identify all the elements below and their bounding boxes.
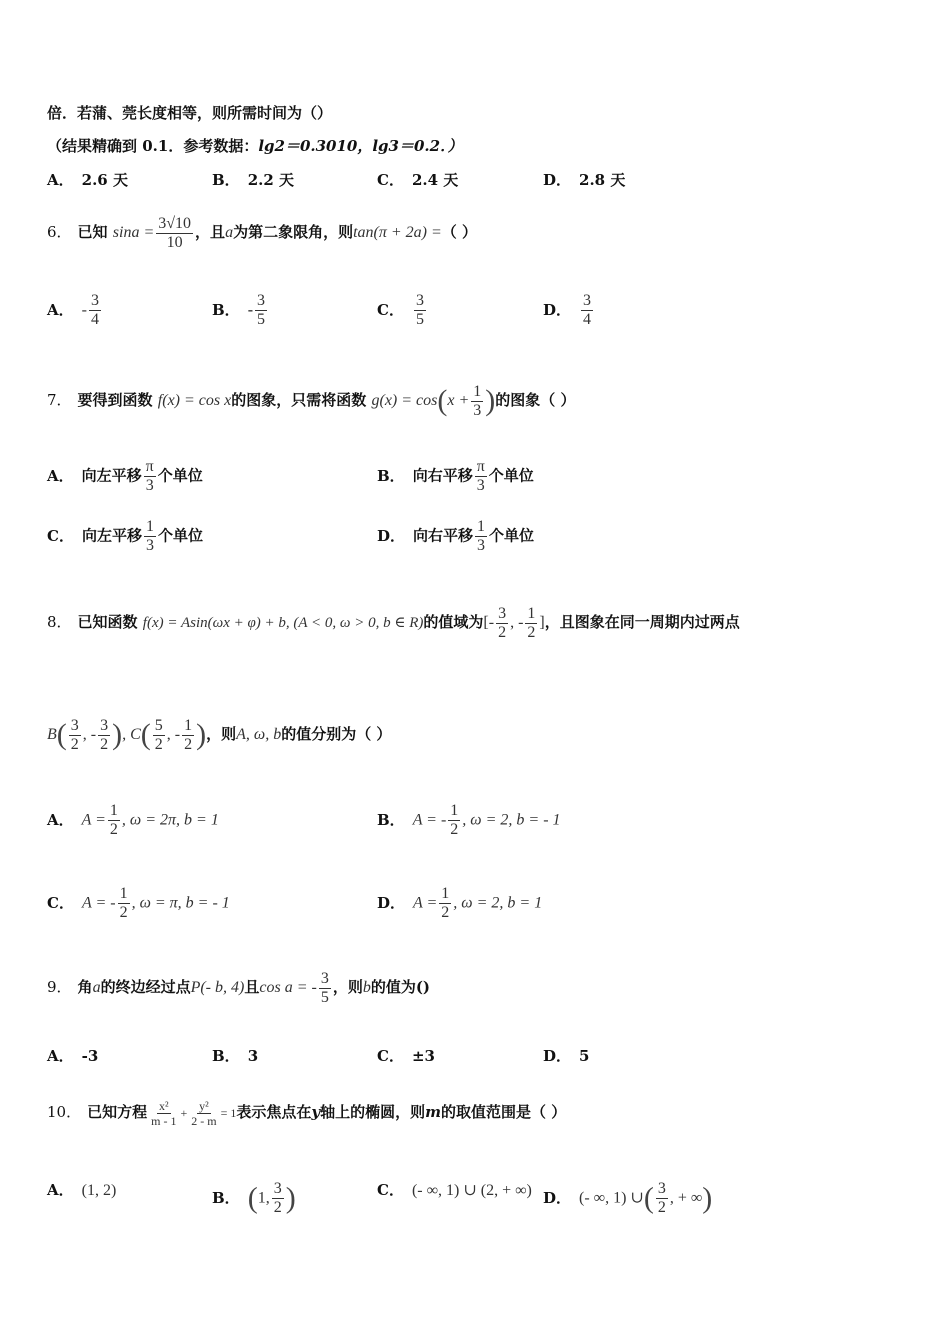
paren-close: ) [196,718,207,751]
q8-range-open: [- [483,614,495,631]
q7-fraction [471,383,483,420]
q6-paren: （ ） [441,223,478,241]
option-text: 个单位 [157,466,203,485]
q10-y: y [311,1103,321,1121]
option-sign: - [247,301,254,319]
option-expr: A = - [81,894,116,912]
frac-den: 5 [415,311,424,328]
frac-num: 1 [184,716,193,734]
option-text: 向左平移 [81,466,142,485]
frac-num: 1 [441,885,450,902]
option-label: C． [377,1181,404,1199]
option-text: 2.4 天 [411,171,459,189]
option-fraction [255,292,267,329]
option-text: 向左平移 [81,526,142,545]
frac-den: 2 [154,735,163,753]
q9-option-d [543,1046,589,1066]
option-fraction [414,292,426,329]
paren-open: ( [643,1181,654,1215]
q8-range-sep: , - [510,614,524,631]
option-label: C． [47,526,74,545]
paren-close: ) [112,718,123,751]
intro-option-a [47,170,128,190]
paren-open: ( [140,718,151,751]
option-text: 2.6 天 [81,171,128,189]
frac-num: 1 [527,604,536,622]
option-label: C． [377,300,404,319]
q8-option-c [47,885,230,922]
q10-text-4: 的取值范围是（ ） [440,1103,567,1121]
q8-text-4: ，则 [206,725,237,743]
option-text: 个单位 [157,526,203,545]
option-label: D． [543,1188,572,1207]
frac-num: 1 [109,802,118,819]
q10-m: m [425,1103,441,1121]
option-expr: (1, 2) [81,1182,117,1199]
option-expr: A = [413,894,438,912]
q9-text-2: 的终边经过点 [100,978,191,996]
q9-text-4: ，则 [332,978,363,996]
option-label: C． [377,1047,404,1065]
q8-text-3: ，且图象在同一周期内过两点 [544,613,740,631]
q8-c-frac-1 [153,717,165,754]
paren-close: ) [285,1181,296,1215]
q7-f-expr: f(x) = cos x [157,392,232,409]
paren-open: ( [437,384,448,417]
q8-c-frac-2 [182,717,194,754]
frac-den: 4 [90,311,99,328]
option-label: A． [47,171,74,189]
option-expr: , + ∞ [669,1189,703,1207]
question-10 [47,1090,566,1135]
q8-range-frac-2 [525,605,537,642]
option-label: B． [212,171,240,189]
q8-f-expr: f(x) = Asin(ωx + φ) + b, (A < 0, ω > 0, b ∈ R) [142,615,424,631]
q6-a: a [225,224,234,241]
q9-point-p: P(- b, 4) [190,979,245,996]
option-label: A． [47,810,74,829]
option-fraction [475,518,487,555]
paren-close: ) [485,384,496,417]
frac-den: 10 [166,233,183,251]
intro-lg2: lg2＝0.3010， [258,137,373,155]
option-label: D． [543,171,572,189]
option-expr: (- ∞, 1) ∪ (2, + ∞) [411,1182,532,1199]
option-label: D． [377,526,406,545]
option-fraction [272,1180,284,1217]
option-expr: , ω = 2, b = 1 [453,894,543,912]
question-number: 6． [47,223,72,241]
option-text: 2.2 天 [247,171,295,189]
q10-y-fraction [189,1099,218,1128]
q8-vars: A, ω, b [236,726,282,743]
option-label: A． [47,466,74,485]
q9-cos-expr: cos a = - [259,979,317,996]
paren-open: ( [56,718,67,751]
q10-text-2: 表示焦点在 [236,1103,312,1121]
frac-den: 2 [184,735,193,753]
q8-option-a [47,802,219,839]
q10-option-d [543,1180,712,1217]
option-text: 向右平移 [412,466,473,485]
option-fraction [656,1180,668,1217]
question-8-line-2 [47,712,391,757]
q6-text-1: 已知 [77,223,108,241]
frac-num: 3 [657,1180,666,1197]
frac-num: x² [158,1098,169,1113]
option-fraction [448,802,460,839]
q6-text-3: 为第二象限角，则 [233,223,354,241]
option-expr: A = [81,811,106,829]
question-number: 7． [47,391,72,409]
q9-fraction [319,970,331,1007]
frac-den: 2 - m [191,1113,217,1128]
q6-option-b [212,292,269,329]
option-fraction [475,458,487,495]
q7-option-c [47,518,203,555]
q8-b-frac-1 [69,717,81,754]
q10-plus: + [180,1106,188,1120]
option-label: B． [377,810,405,829]
intro-text: 倍．若蒲、莞长度相等，则所需时间为（） [47,104,333,122]
paren-open: ( [247,1181,258,1215]
option-label: A． [47,1047,74,1065]
frac-num: 3 [257,292,266,309]
frac-num: 3 [583,292,592,309]
intro-option-d [543,170,625,190]
q7-option-b [377,458,534,495]
option-label: A． [47,300,74,319]
q6-tan-expr: tan(π + 2a) = [353,224,442,241]
option-expr: , ω = 2π, b = 1 [121,811,219,829]
frac-den: 2 [441,904,450,921]
intro-ref-label: （结果精确到 0.1．参考数据： [47,137,259,155]
option-fraction [89,292,101,329]
option-text: -3 [81,1047,99,1065]
q10-option-b [212,1180,296,1217]
q7-text-3: 的图象（ ） [495,391,576,409]
q9-text-5: 的值为() [370,978,431,996]
intro-lg3: lg3＝0.2．） [372,137,463,155]
option-label: A． [47,1181,74,1199]
frac-num: π [476,458,485,475]
option-expr: , ω = 2, b = - 1 [462,811,561,829]
option-fraction [144,458,156,495]
option-label: B． [212,1047,240,1065]
q10-option-a [47,1180,116,1201]
frac-den: 2 [273,1199,282,1216]
option-text: 个单位 [488,466,534,485]
option-fraction [144,518,156,555]
frac-num: 3 [90,292,99,309]
q8-range-frac-1 [496,605,508,642]
q10-text-3: 轴上的椭圆，则 [320,1103,426,1121]
intro-option-c [377,170,458,190]
frac-num: π [145,458,154,475]
q8-b-sep: , - [82,726,97,743]
q8-text-1: 已知函数 [77,613,138,631]
paren-close: ) [702,1181,713,1215]
option-text: 2.8 天 [579,171,626,189]
q10-x-fraction [149,1099,178,1128]
option-label: D． [543,1047,572,1065]
q7-g-expr: g(x) = cos [371,392,438,409]
frac-num: 3 [320,969,329,987]
question-number: 9． [47,978,72,996]
q6-text-2: ，且 [195,223,226,241]
q10-eq: = 1 [220,1106,237,1120]
option-fraction [108,802,120,839]
option-expr: , ω = π, b = - 1 [131,894,230,912]
option-fraction [581,292,593,329]
frac-den: 2 [657,1199,666,1216]
q8-text-5: 的值分别为（ ） [281,725,392,743]
frac-den: 3 [145,537,154,554]
option-expr: A = - [412,811,447,829]
frac-den: 5 [257,311,266,328]
frac-den: 4 [583,311,592,328]
frac-num: 3√10 [158,214,192,232]
option-text: 向右平移 [413,526,474,545]
q7-text-1: 要得到函数 [77,391,153,409]
q7-text-2: 的图象，只需将函数 [231,391,367,409]
option-expr: (- ∞, 1) ∪ [579,1189,644,1207]
question-number: 10． [47,1103,82,1121]
option-text: 5 [579,1047,590,1065]
option-text: ±3 [411,1047,435,1065]
frac-num: 1 [473,382,482,400]
frac-num: 3 [498,604,507,622]
q8-point-b: B [47,726,57,743]
option-label: B． [212,300,240,319]
frac-den: 2 [119,904,128,921]
option-text: 3 [247,1047,259,1065]
q6-fraction [156,215,193,252]
q7-option-a [47,458,203,495]
q6-option-a [47,292,103,329]
frac-num: 3 [70,716,79,734]
q10-option-c [377,1180,532,1201]
option-label: B． [212,1188,240,1207]
intro-line-1 [47,103,332,123]
option-label: D． [377,893,406,912]
option-label: B． [377,466,405,485]
q8-point-c: , C [122,726,141,743]
q9-text-1: 角 [77,978,93,996]
question-9 [47,965,430,1010]
frac-den: 3 [476,477,485,494]
q9-option-c [377,1046,435,1066]
option-label: C． [47,893,74,912]
option-text: 个单位 [489,526,535,545]
frac-den: 2 [109,821,118,838]
frac-num: 5 [154,716,163,734]
option-sign: - [81,301,87,319]
frac-num: 3 [100,716,109,734]
frac-num: 1 [145,518,154,535]
frac-num: 3 [273,1180,282,1197]
q8-option-d [377,885,542,922]
frac-den: m - 1 [151,1113,177,1128]
intro-option-b [212,170,294,190]
frac-den: 5 [320,988,329,1006]
frac-num: 1 [450,802,459,819]
frac-num: 3 [415,292,424,309]
q9-b: b [362,979,371,996]
question-8 [47,600,740,645]
option-fraction [118,885,130,922]
frac-den: 2 [100,735,109,753]
question-7 [47,378,576,423]
frac-den: 2 [527,623,536,641]
question-6 [47,212,477,253]
q10-text-1: 已知方程 [87,1103,148,1121]
q6-option-c [377,292,428,329]
frac-den: 2 [498,623,507,641]
frac-den: 3 [145,477,154,494]
q8-c-sep: , - [166,726,181,743]
intro-line-2 [47,136,463,156]
q9-option-a [47,1046,98,1066]
q8-range-close: ] [539,614,545,631]
q9-a: a [92,979,101,996]
q7-inner: x + [447,392,470,409]
frac-den: 2 [70,735,79,753]
q8-b-frac-2 [98,717,110,754]
q6-sina: sina = [112,224,155,241]
frac-den: 2 [450,821,459,838]
frac-num: 1 [119,885,128,902]
q8-option-b [377,802,561,839]
frac-num: y² [199,1098,209,1113]
frac-den: 3 [473,401,482,419]
q9-text-3: 且 [244,978,260,996]
q8-text-2: 的值域为 [423,613,484,631]
q9-option-b [212,1046,258,1066]
frac-num: 1 [477,518,486,535]
option-expr: 1, [257,1189,270,1207]
question-number: 8． [47,613,72,631]
option-label: D． [543,300,572,319]
q7-option-d [377,518,534,555]
option-fraction [439,885,451,922]
frac-den: 3 [477,537,486,554]
q6-option-d [543,292,595,329]
option-label: C． [377,171,404,189]
